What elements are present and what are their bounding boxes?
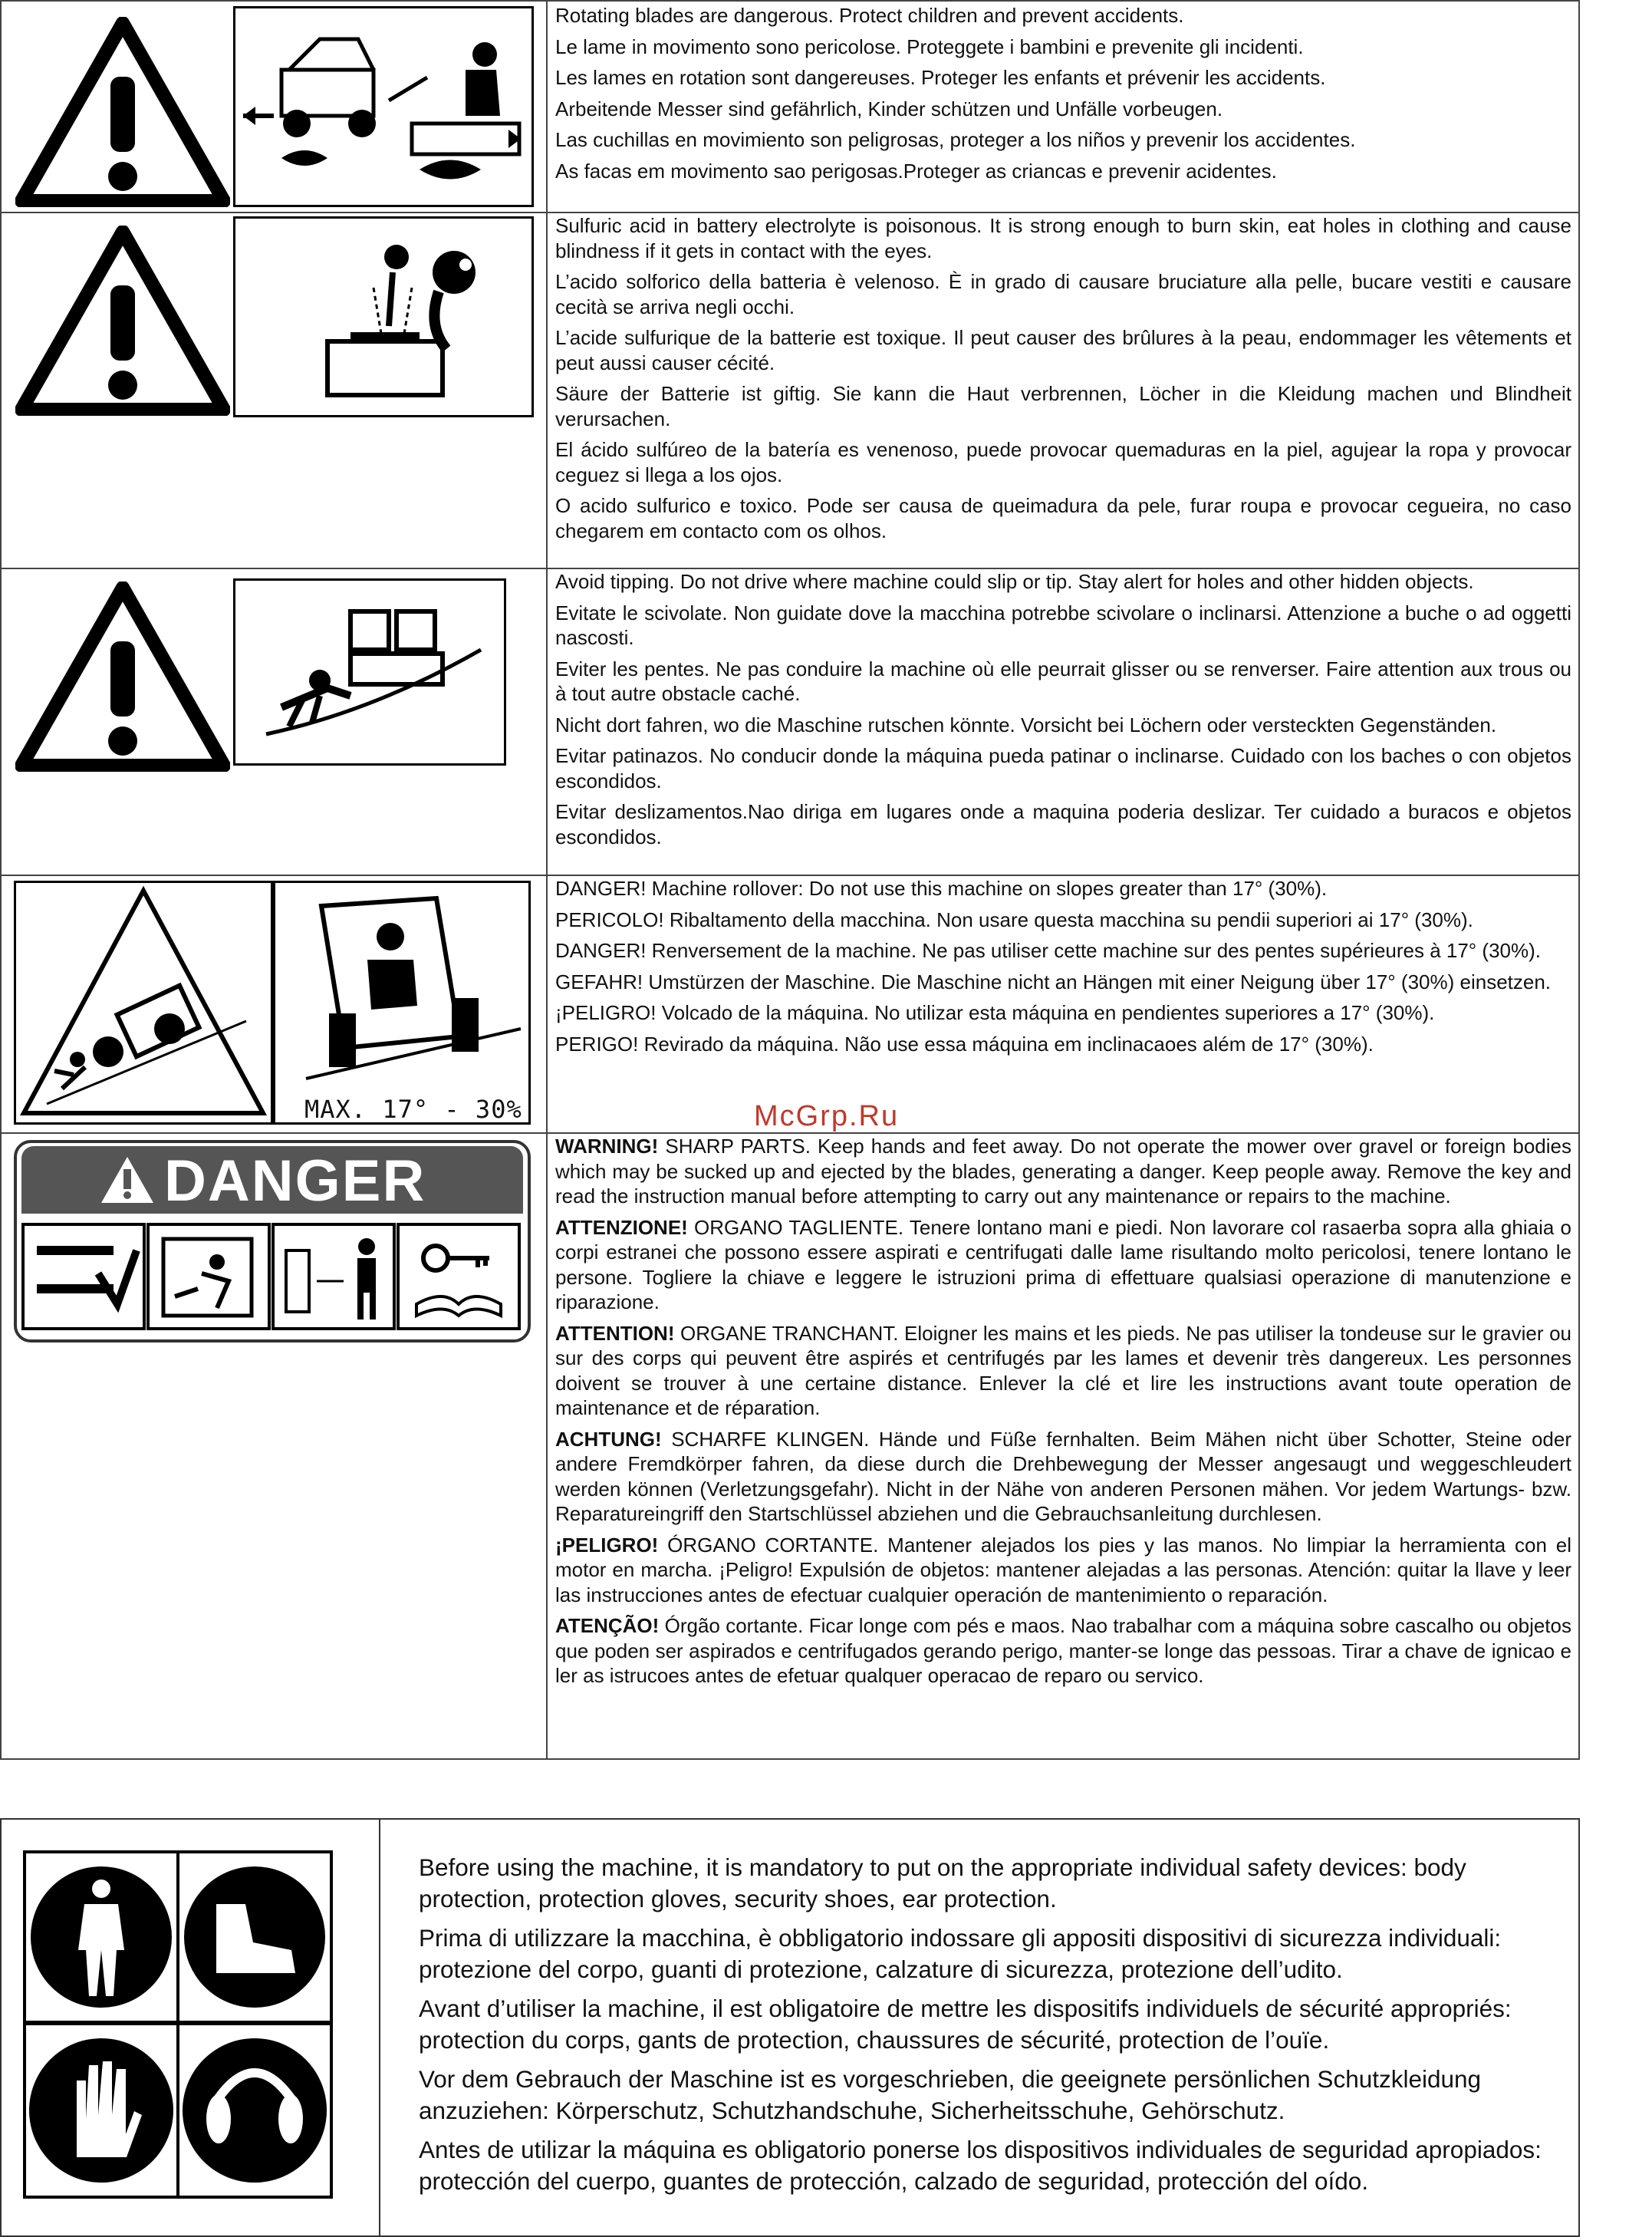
paragraph: ATENÇÃO! Órgão cortante. Ficar longe com pés e maos. Nao trabalhar com a máquina sobre cascalho ou objetos que poden ser aspirados e centrifugados gerando perigo, manter-se longe das pessoas. Tirar a chave de ignicao e ler as istrucoes antes de efetuar qualquer operacao de reparo ou servico. [555,1614,1571,1687]
warning-triangle-icon [15,226,230,416]
danger-triangle-icon [98,1154,156,1206]
warning-triangle-icon [15,581,230,772]
paragraph: Avant d’utiliser la machine, il est obligatoire de mettre les dispositifs individuels de sécurité appropriés: protection du corps, gants de protection, chaussures de sécurité, protection de l’ouïe. [419,1995,1512,2054]
danger-label: DANGER [164,1148,426,1214]
section-sharp-parts [2,1134,1578,1758]
paragraph: Evitar patinazos. No conducir donde la máquina pueda patinar o inclinarse. Cuidado con los baches o con objetos escondidos. [555,744,1571,792]
paragraph: Avoid tipping. Do not drive where machine could slip or tip. Stay alert for holes and other hidden objects. [555,570,1474,593]
paragraph: ACHTUNG! SCHARFE KLINGEN. Hände und Füße fernhalten. Beim Mähen nicht über Schotter, Steine oder andere Fremdkörper fahren, da diese durch die Drehbewegung der Messer angesaugt und weggeschleudert werden können (Verletzungsgefahr). Nicht in der Nähe von anderen Personen mähen. Vor jedem Wartungs- bzw. Reparatureingriff den Startschlüssel abziehen und die Gebrauchsanleitung durchlesen. [555,1427,1571,1525]
paragraph: GEFAHR! Umstürzen der Maschine. Die Maschine nicht an Hängen mit einer Neigung über 17° (30%) einsetzen. [555,970,1552,993]
paragraph: DANGER! Machine rollover: Do not use this machine on slopes greater than 17° (30%). [555,877,1328,900]
danger-pictograms [21,1220,523,1335]
paragraph: O acido sulfurico e toxico. Pode ser causa de queimadura da pele, furar roupa e provocar cegueira, no caso chegarem em contacto com os olhos. [555,494,1571,542]
paragraph: WARNING! SHARP PARTS. Keep hands and feet away. Do not operate the mower over gravel or foreign bodies which may be sucked up and ejected by the blades, generating a danger. Keep people away. Remove the key and read the instruction manual before attempting to carry out any maintenance or repairs to the machine. [555,1135,1571,1207]
tipping-pictogram [233,578,506,766]
paragraph: Arbeitende Messer sind gefährlich, Kinder schützen und Unfälle vorbeugen. [555,97,1223,120]
paragraph: PERIGO! Revirado da máquina. Não use essa máquina em inclinacaoes além de 17° (30%). [555,1032,1374,1056]
warning-triangle-icon [15,17,230,207]
danger-decal [14,1140,531,1343]
paragraph: Evitar deslizamentos.Nao diriga em lugares onde a maquina poderia deslizar. Ter cuidado a buracos e objetos escondidos. [555,800,1571,848]
paragraph: Evitate le scivolate. Non guidate dove la macchina potrebbe scivolare o inclinarsi. Attenzione a buche o ad oggetti nascosti. [555,601,1571,649]
ppe-text [419,1852,1562,2205]
paragraph: Eviter les pentes. Ne pas conduire la machine où elle peurrait glisser ou se renverser. Faire attention aux trous ou à tout autre obstacle caché. [555,657,1571,705]
paragraph: ATTENTION! ORGANE TRANCHANT. Eloigner les mains et les pieds. Ne pas utiliser la tondeuse sur le gravier ou sur des corps qui peuvent être aspirés et centrifugés par les lames et devenir très dangereux. Les personnes doivent se trouver à une certaine distance. Enlever la clé et lire les instructions avant toute operation de maintenance et de réparation. [555,1321,1571,1419]
watermark: McGrp.Ru [754,1100,900,1132]
paragraph: Säure der Batterie ist giftig. Sie kann die Haut verbrennen, Löcher in die Kleidung machen und Blindheit verursachen. [555,382,1571,430]
ppe-section [0,1818,1580,2237]
avoid-tipping-text [555,569,1571,855]
slope-limit-icon [275,883,528,1090]
battery-acid-pictogram [233,216,534,417]
paragraph: Before using the machine, it is mandatory to put on the appropriate individual safety devices: body protection, protection gloves, security shoes, ear protection. [419,1853,1466,1912]
section-rotating-blades [2,2,1578,213]
paragraph: ¡PELIGRO! Volcado de la máquina. No utilizar esta máquina en pendientes superiores a 17° (30%). [555,1001,1435,1024]
section-avoid-tipping [2,569,1578,876]
paragraph: El ácido sulfúreo de la batería es venenoso, puede provocar quemaduras en la piel, agujear la ropa y provocar ceguez si llega a los ojos. [555,438,1571,486]
paragraph: Les lames en rotation sont dangereuses. Proteger les enfants et prévenir les accidents. [555,66,1326,89]
protective-gloves-icon [29,2038,173,2183]
paragraph: L’acide sulfurique de la batterie est toxique. Il peut causer des brûlures à la peau, endommager les vêtements et peut aussi causer cécité. [555,326,1571,374]
slope-limit-pictogram [273,881,531,1125]
body-protection-icon [31,1866,172,2008]
paragraph: Rotating blades are dangerous. Protect children and prevent accidents. [555,4,1184,27]
mower-children-pictogram [233,6,534,207]
paragraph: As facas em movimento sao perigosas.Proteger as criancas e prevenir acidentes. [555,159,1277,183]
rotating-blades-text [555,3,1571,189]
ear-protection-icon [183,2038,327,2183]
machine-tipping-icon [235,581,504,763]
paragraph: L’acido solforico della batteria è velenoso. È in grado di causare bruciature alla pelle, bucare vestiti e causare cecità se arriva negli occhi. [555,270,1571,318]
max-slope-label: MAX. 17° - 30% [304,1095,522,1124]
battery-acid-text [555,213,1571,549]
paragraph: Prima di utilizzare la macchina, è obbligatorio indossare gli appositi dispositivi di sicurezza individuali: protezione del corpo, guanti di protezione, calzature di sicurezza, protezione dell’udito. [419,1924,1502,1983]
paragraph: Vor dem Gebrauch der Maschine ist es vorgeschrieben, die geeignete persönlichen Schutzkleidung anzuziehen: Körperschutz, Schutzhandschuhe, Sicherheitsschuhe, Gehörschutz. [419,2065,1482,2124]
rotating-blades-icon [235,8,531,205]
paragraph: Las cuchillas en movimiento son peligrosas, proteger a los niños y prevenir los accidentes. [555,128,1356,151]
paragraph: Antes de utilizar la máquina es obligatorio ponerse los dispositivos individuales de seguridad apropiados: protección del cuerpo, guantes de protección, calzado de seguridad, protección del oído. [419,2136,1542,2195]
paragraph: Nicht dort fahren, wo die Maschine rutschen könnte. Vorsicht bei Löchern oder versteckten Gegenständen. [555,713,1497,736]
rollover-warning-pictogram [14,881,273,1125]
danger-header [21,1146,523,1214]
battery-acid-icon [235,219,531,415]
safety-shoes-icon [184,1866,325,2008]
paragraph: ATTENZIONE! ORGANO TAGLIENTE. Tenere lontano mani e piedi. Non lavorare col rasaerba sopra alla ghiaia o corpi estranei che possono essere aspirati e centrifugati dalle lame risultando molto pericolosi, tenere lontano le persone. Togliere la chiave e leggere le istruzioni prima di effettuare qualsiasi operazione di manutenzione e riparazione. [555,1215,1571,1313]
paragraph: Le lame in movimento sono pericolose. Proteggete i bambini e prevenite gli incidenti. [555,35,1304,58]
section-battery-acid [2,213,1578,569]
section-rollover [2,876,1578,1134]
paragraph: Sulfuric acid in battery electrolyte is poisonous. It is strong enough to burn skin, eat holes in clothing and cause blindness if it gets in contact with the eyes. [555,214,1571,262]
ppe-pictograms [23,1850,334,2200]
sharp-parts-text [555,1134,1571,1695]
paragraph: DANGER! Renversement de la machine. Ne pas utiliser cette machine sur des pentes supérieures à 17° (30%). [555,939,1542,962]
paragraph: PERICOLO! Ribaltamento della macchina. Non usare questa macchina su pendii superiori ai 17° (30%). [555,908,1473,931]
rollover-text [555,876,1571,1062]
rollover-triangle-icon [16,883,271,1122]
paragraph: ¡PELIGRO! ÓRGANO CORTANTE. Mantener alejados los pies y las manos. No limpiar la herramienta con el motor en marcha. ¡Peligro! Expulsión de objetos: mantener alejadas a las personas. Atención: quitar la llave y leer las instrucciones antes de efectuar cualquier operación de mantenimiento o reparación. [555,1533,1571,1606]
